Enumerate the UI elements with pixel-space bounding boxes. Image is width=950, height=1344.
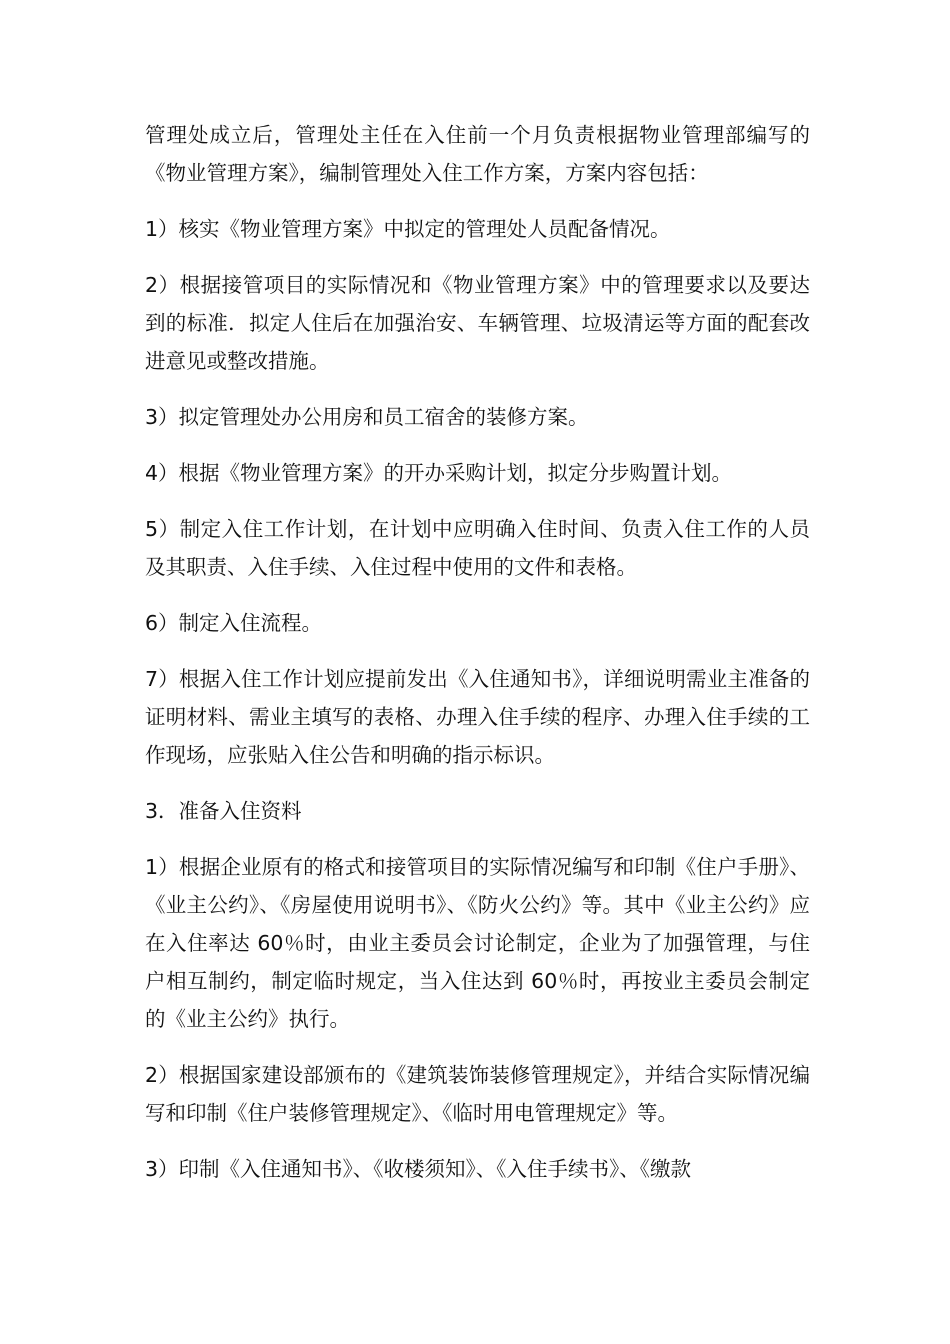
paragraph-item-7: 7）根据入住工作计划应提前发出《入住通知书》，详细说明需业主准备的证明材料、需业主填写的表格、办理入住手续的程序、办理入住手续的工作现场，应张贴入住公告和明确的指示标识。 — [145, 667, 810, 767]
paragraph-item-3: 3）拟定管理处办公用房和员工宿舍的装修方案。 — [145, 405, 589, 429]
paragraph-item-2: 2）根据接管项目的实际情况和《物业管理方案》中的管理要求以及要达到的标准．拟定人住后在加强治安、车辆管理、垃圾清运等方面的配套改进意见或整改措施。 — [145, 273, 810, 373]
document-body — [145, 116, 810, 1206]
paragraph-item-6: 6）制定入住流程。 — [145, 611, 323, 635]
paragraph-intro: 管理处成立后，管理处主任在入住前一个月负责根据物业管理部编写的《物业管理方案》，编制管理处入住工作方案，方案内容包括： — [145, 123, 810, 185]
paragraph-materials-1: 1）根据企业原有的格式和接管项目的实际情况编写和印制《住户手册》、《业主公约》、《房屋使用说明书》、《防火公约》等。其中《业主公约》应在入住率达 60％时，由业主委员会讨论制定，企业为了加强管理，与住户相互制约，制定临时规定，当入住达到 60％时，再按业主委员会制定的《业主公约》执行。 — [145, 855, 810, 1031]
section-heading-prepare-materials: 3．准备入住资料 — [145, 799, 302, 823]
paragraph-item-1: 1）核实《物业管理方案》中拟定的管理处人员配备情况。 — [145, 217, 671, 241]
paragraph-item-4: 4）根据《物业管理方案》的开办采购计划，拟定分步购置计划。 — [145, 461, 733, 485]
paragraph-materials-2: 2）根据国家建设部颁布的《建筑装饰装修管理规定》，并结合实际情况编写和印制《住户装修管理规定》、《临时用电管理规定》等。 — [145, 1063, 810, 1125]
paragraph-item-5: 5）制定入住工作计划，在计划中应明确入住时间、负责入住工作的人员及其职责、入住手续、入住过程中使用的文件和表格。 — [145, 517, 810, 579]
paragraph-materials-3: 3）印制《入住通知书》、《收楼须知》、《入住手续书》、《缴款 — [145, 1157, 692, 1181]
